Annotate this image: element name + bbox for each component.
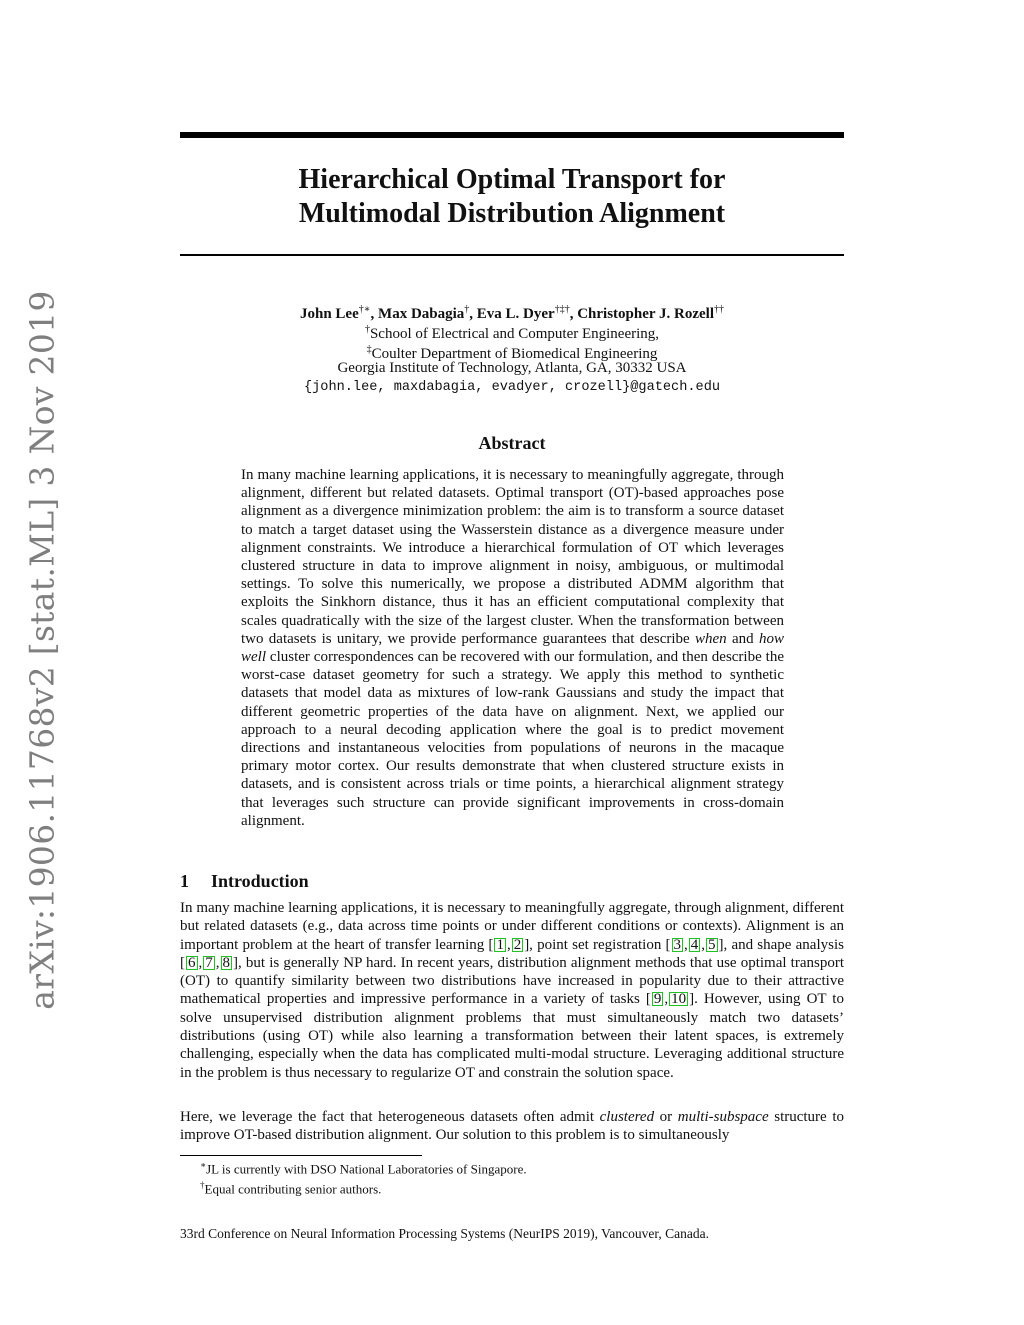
title-line-1: Hierarchical Optimal Transport for [298,164,726,195]
footnote-text: JL is currently with DSO National Laboratories of Singapore. [206,1161,527,1177]
citation-link[interactable]: 6 [188,954,196,971]
abstract-text: and [726,630,759,647]
section-heading-introduction [180,871,844,892]
conference-note: 33rd Conference on Neural Information Processing Systems (NeurIPS 2019), Vancouver, Canada. [180,1226,709,1241]
author-separator: , [569,306,578,322]
footnote-rule [180,1155,422,1156]
author-marks: †† [714,304,725,315]
citation-link[interactable]: 9 [653,991,662,1008]
footnote [200,1157,800,1177]
citation-link[interactable]: 5 [708,936,716,953]
abstract-text: In many machine learning applications, it is necessary to meaningfully aggregate, through alignment, different but related datasets. Optimal transport (OT)-based approaches pose alignment as a divergence minimization problem: the aim is to transform a source dataset to match a target dataset using the Wasserstein distance as a divergence measure under alignment constraints. We introduce a hierarchical formulation of OT which leverages clustered structure in data to improve alignment in noisy, ambiguous, or multimodal settings. To solve this numerically, we propose a distributed ADMM algorithm that exploits the Sinkhorn distance, thus it has an efficient computational complexity that scales quadratically with the size of the largest cluster. When the transformation between two datasets is unitary, we provide performance guarantees that describe [241,467,784,647]
citation-link[interactable]: 7 [205,954,213,971]
paragraph-text: structure to improve OT-based distribution alignment. Our solution to this problem is to simultaneously [180,1109,844,1144]
abstract-text: cluster correspondences can be recovered with our formulation, and then describe the worst-case dataset geometry for such a strategy. We apply this method to synthetic datasets that model data as mixtures of low-rank Gaussians and study the impact that different geometric properties of the data have on alignment. Next, we applied our approach to a neural decoding application where the goal is to predict movement directions and instantaneous velocities from populations of neurons in the macaque primary motor cortex. Our results demonstrate that when clustered structure exists in datasets, and is consistent across trials or time points, a hierarchical alignment strategy that leverages such structure can provide significant improvements in cross-domain alignment. [241,649,784,829]
paragraph-text: or [654,1109,678,1125]
author-separator: , [370,306,379,322]
author-marks: †∗ [358,304,371,315]
citation-link[interactable]: 1 [496,936,504,953]
paragraph-text: Here, we leverage the fact that heterogeneous datasets often admit [180,1109,600,1125]
author-name: Eva L. Dyer [476,306,555,322]
paragraph-emphasis: multi-subspace [677,1109,769,1125]
author-emails: {john.lee, maxdabagia, evadyer, crozell}@gatech.edu [303,380,721,395]
footnote-mark: ∗ [200,1160,207,1170]
paragraph-text: ], point set registration [ [524,936,671,953]
citation-link[interactable]: 10 [671,991,687,1008]
footnote-text: Equal contributing senior authors. [204,1181,382,1197]
section-number: 1 [180,871,189,891]
affiliation-school-text: School of Electrical and Computer Engineering, [369,326,660,342]
citation-link[interactable]: 3 [673,936,682,953]
citation-link[interactable]: 8 [222,954,230,971]
citation-link[interactable]: 2 [513,936,522,953]
intro-paragraph-1: In many machine learning applications, it is necessary to meaningfully aggregate, through alignment, different but related datasets (e.g., data across time points or under different conditions or contexts). Alignment is an important problem at the heart of transfer learning [ 1 , 2 ], point set registration [ 3 , 4 , 5 ], and shape analysis [ 6 , 7 , 8 ], but is generally NP hard. In recent years, distribution alignment methods that use optimal transport (OT) to quantify similarity between two distributions have increased in popularity due to their attractive mathematical properties and impressive performance in a variety of tasks [ 9 , 10 ]. However, using OT to solve unsupervised distribution alignment problems that must simultaneously match two datasets’ distributions (using OT) while also learning a transformation between their latent spaces, is extremely challenging, especially when the data has complicated multi-modal structure. Leveraging additional structure in the problem is thus necessary to regularize OT and constrain the solution space. [180,900,844,1081]
paragraph-text: ]. However, using OT to solve unsupervised distribution alignment problems that must simultaneously match two datasets’ distributions (using OT) while also learning a transformation between their latent spaces, is extremely challenging, especially when the data has complicated multi-modal structure. Leveraging additional structure in the problem is thus necessary to regularize OT and constrain the solution space. [180,991,844,1081]
author-name: John Lee [299,306,359,322]
title-line-2: Multimodal Distribution Alignment [298,198,726,229]
title-top-rule [180,132,844,138]
citation-link[interactable]: 4 [690,936,699,953]
paragraph-emphasis: clustered [599,1109,655,1125]
author-name: Max Dabagia [378,306,465,322]
title-bottom-rule [180,254,844,256]
author-name: Christopher J. Rozell [577,306,715,322]
intro-paragraph-2 [180,1108,844,1145]
author-marks: †‡† [554,304,570,315]
abstract-emphasis: when [695,630,727,647]
section-title: Introduction [211,871,309,891]
footnote [200,1177,800,1197]
abstract-body [241,466,784,830]
paragraph-text: In many machine learning applications, it is necessary to meaningfully aggregate, through alignment, different but related datasets (e.g., data across time points or under different conditions or contexts). Alignment is an important problem at the heart of transfer learning [ [180,900,844,953]
affiliation-institute: Georgia Institute of Technology, Atlanta, GA, 30332 USA [337,360,687,376]
affiliation-mark: ‡ [366,344,372,355]
paragraph-text: ], but is generally NP hard. In recent years, distribution alignment methods that use optimal transport (OT) to quantify similarity between two distributions have increased in popularity due to their attractive mathematical properties and impressive performance in a variety of tasks [ [180,954,844,1008]
abstract-emphasis: how well [241,630,784,666]
paragraph-text: ], and shape analysis [ [180,936,844,971]
footnote-mark: † [200,1180,205,1190]
author-marks: † [464,304,470,315]
paper-title [180,163,844,231]
affiliation-dept-text: Coulter Department of Biomedical Engineering [371,346,658,362]
author-separator: , [469,306,477,322]
abstract-heading: Abstract [478,433,546,453]
arxiv-identifier: arXiv:1906.11768v2 [stat.ML] 3 Nov 2019 [22,290,62,1010]
affiliation-mark: † [364,324,370,335]
